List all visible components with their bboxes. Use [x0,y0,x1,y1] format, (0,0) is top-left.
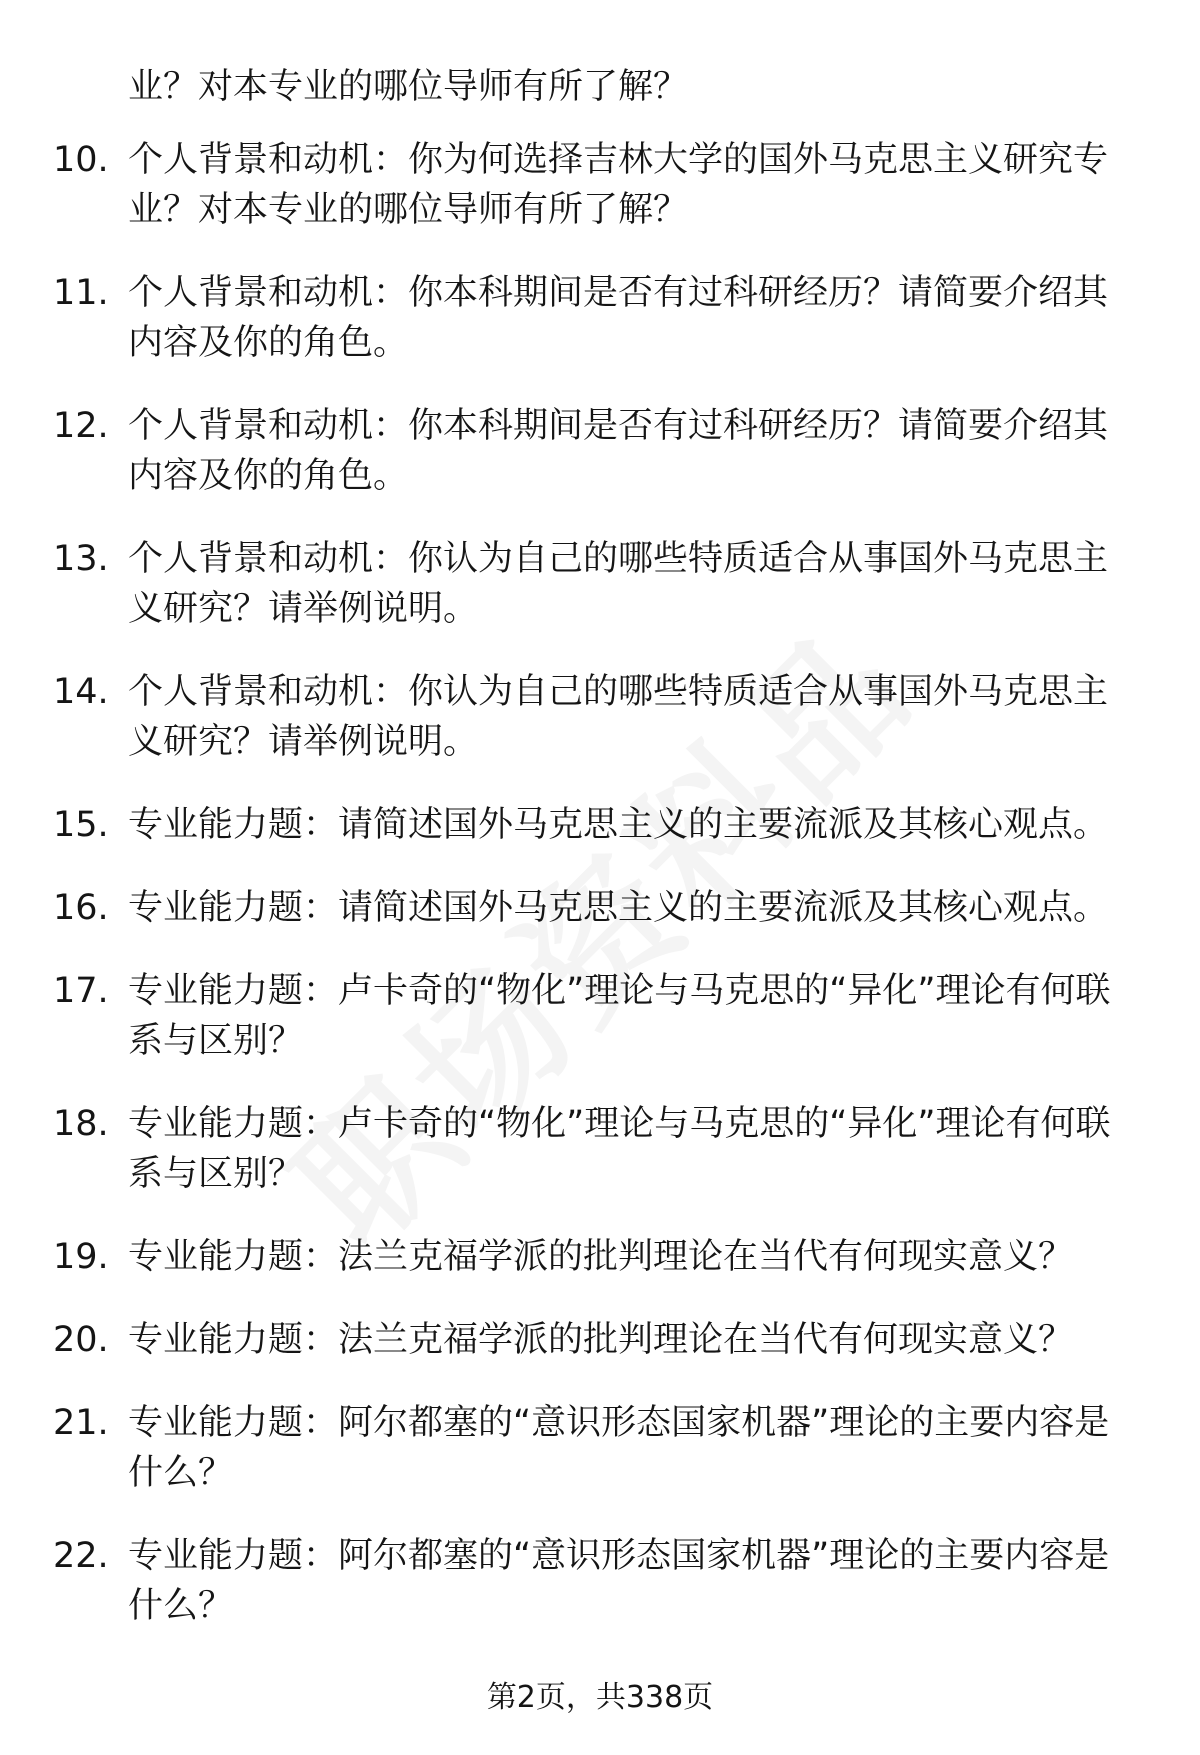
item-text: 专业能力题：法兰克福学派的批判理论在当代有何现实意义？ [128,1320,1074,1360]
item-number: 16. [53,888,109,928]
continuation-text: 业？对本专业的哪位导师有所了解？ [128,67,689,107]
item-number: 19. [53,1237,109,1277]
item-text: 个人背景和动机：你本科期间是否有过科研经历？请简要介绍其内容及你的角色。 [128,406,1109,496]
list-item [0,534,1200,634]
item-text: 个人背景和动机：你为何选择吉林大学的国外马克思主义研究专业？对本专业的哪位导师有所了解？ [128,140,1109,230]
item-text: 专业能力题：请简述国外马克思主义的主要流派及其核心观点。 [128,888,1109,928]
list-item [0,800,1200,850]
item-number: 14. [53,672,109,712]
list-item [0,401,1200,501]
list-item [0,667,1200,767]
item-number: 15. [53,805,109,845]
question-list [0,135,1200,1664]
item-text: 专业能力题：卢卡奇的“物化”理论与马克思的“异化”理论有何联系与区别？ [128,971,1111,1061]
item-text: 专业能力题：阿尔都塞的“意识形态国家机器”理论的主要内容是什么？ [128,1536,1110,1626]
list-item [0,1315,1200,1365]
list-item [0,135,1200,235]
item-number: 12. [53,406,109,446]
item-text: 专业能力题：法兰克福学派的批判理论在当代有何现实意义？ [128,1237,1074,1277]
item-text: 个人背景和动机：你认为自己的哪些特质适合从事国外马克思主义研究？请举例说明。 [128,539,1109,629]
list-item [0,883,1200,933]
item-text: 专业能力题：请简述国外马克思主义的主要流派及其核心观点。 [128,805,1109,845]
item-number: 13. [53,539,109,579]
item-number: 20. [53,1320,109,1360]
page-footer: 第2页，共338页 [486,1680,714,1715]
list-item [0,1398,1200,1498]
list-item [0,1531,1200,1631]
item-text: 专业能力题：阿尔都塞的“意识形态国家机器”理论的主要内容是什么？ [128,1403,1110,1493]
list-item [0,1099,1200,1199]
item-text: 个人背景和动机：你认为自己的哪些特质适合从事国外马克思主义研究？请举例说明。 [128,672,1109,762]
item-number: 22. [53,1536,109,1576]
item-text: 专业能力题：卢卡奇的“物化”理论与马克思的“异化”理论有何联系与区别？ [128,1104,1111,1194]
list-item [0,268,1200,368]
item-text: 个人背景和动机：你本科期间是否有过科研经历？请简要介绍其内容及你的角色。 [128,273,1109,363]
item-number: 10. [53,140,109,180]
item-number: 21. [53,1403,109,1443]
item-number: 17. [53,971,109,1011]
item-number: 11. [53,273,109,313]
item-number: 18. [53,1104,109,1144]
list-item [0,1232,1200,1282]
list-item [0,966,1200,1066]
